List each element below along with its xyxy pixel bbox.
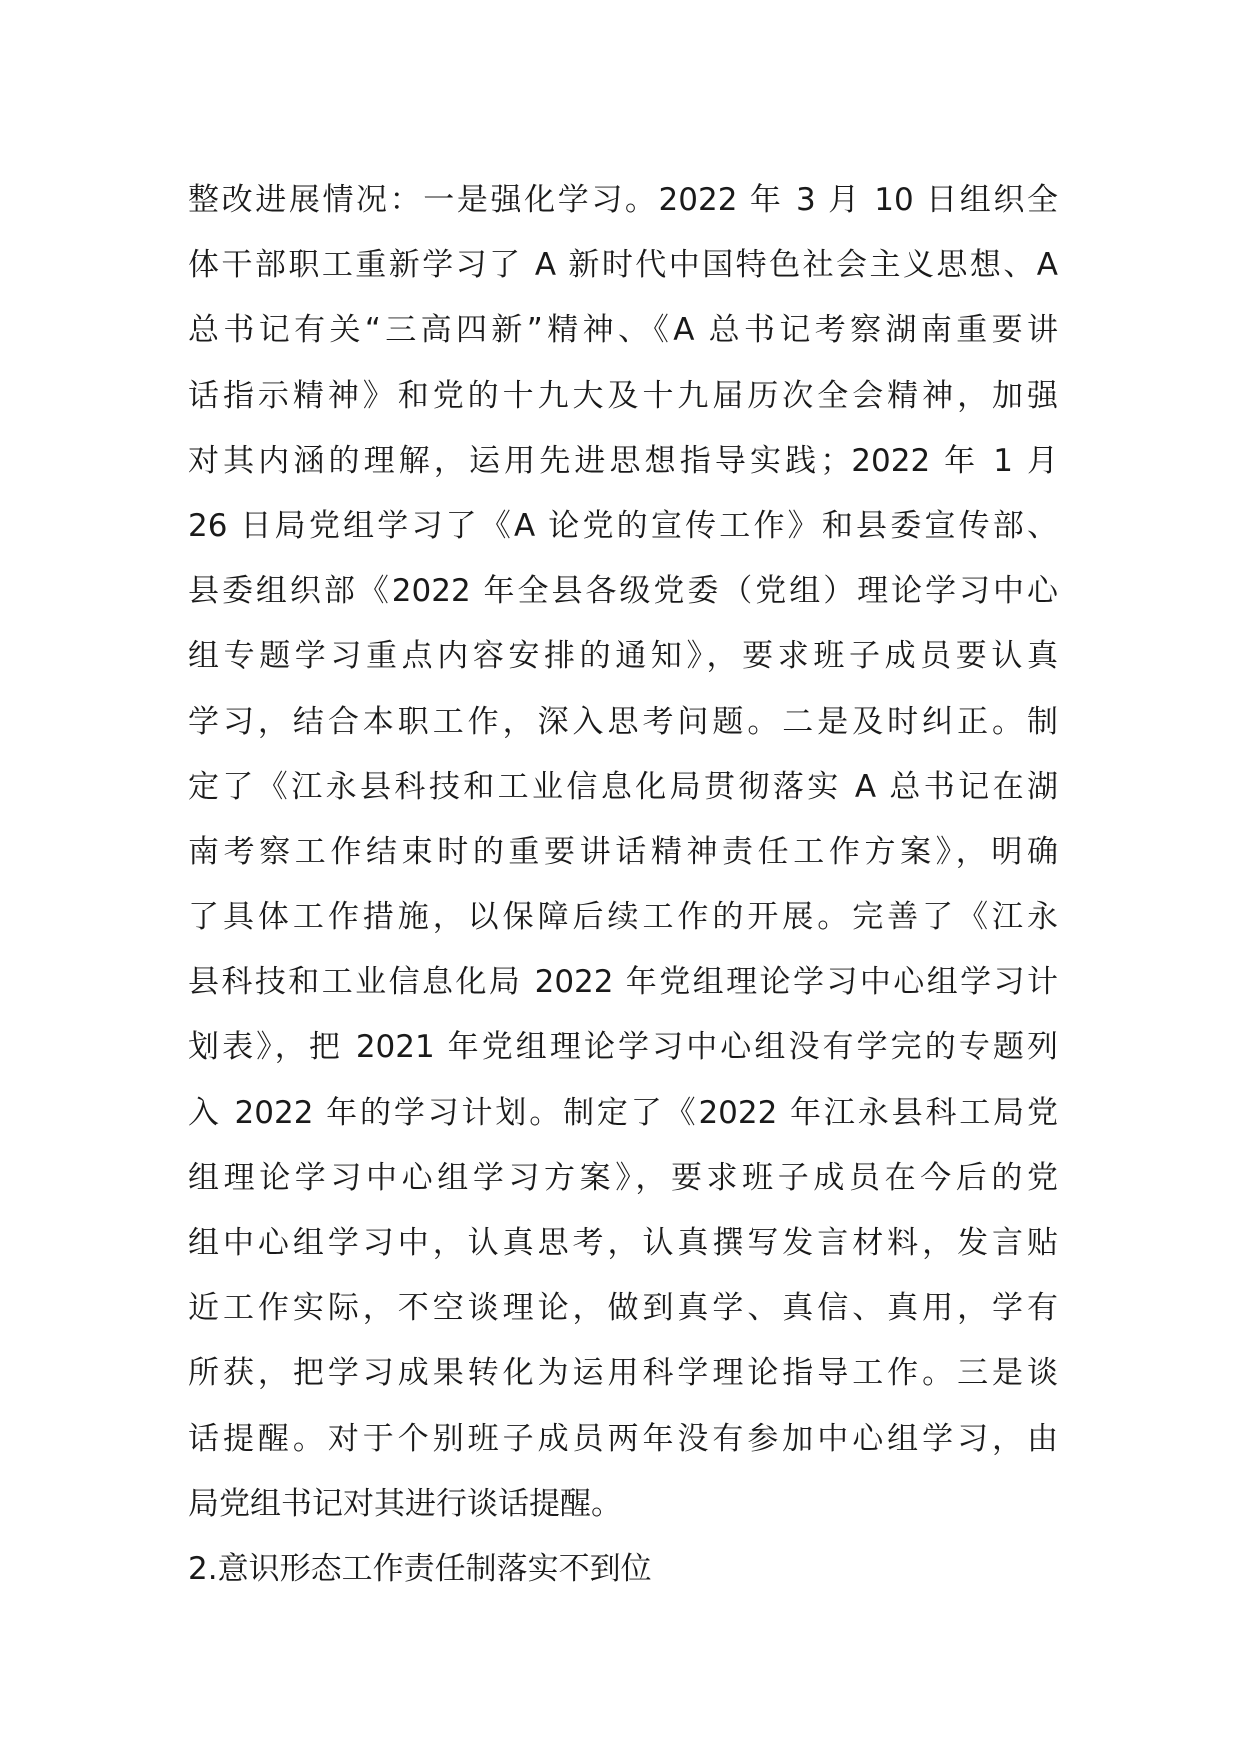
paragraph-line: 整改进展情况：一是强化学习。2022 年 3 月 10 日组织全 [188,182,1058,218]
paragraph-line: 了具体工作措施，以保障后续工作的开展。完善了《江永 [188,899,1058,936]
paragraph-line: 26 日局党组学习了《A 论党的宣传工作》和县委宣传部、 [188,507,1058,544]
paragraph-line: 县委组织部《2022 年全县各级党委（党组）理论学习中心 [188,573,1058,610]
paragraph-line: 组专题学习重点内容安排的通知》，要求班子成员要认真 [188,638,1058,675]
document-body [188,168,1058,1602]
paragraph-line: 划表》，把 2021 年党组理论学习中心组没有学完的专题列 [188,1029,1058,1066]
paragraph-line: 近工作实际，不空谈理论，做到真学、真信、真用，学有 [188,1290,1058,1327]
paragraph-line: 所获，把学习成果转化为运用科学理论指导工作。三是谈 [188,1355,1058,1392]
paragraph-line: 话提醒。对于个别班子成员两年没有参加中心组学习，由 [188,1420,1058,1457]
paragraph-line: 组理论学习中心组学习方案》，要求班子成员在今后的党 [188,1159,1058,1196]
paragraph-line: 学习，结合本职工作，深入思考问题。二是及时纠正。制 [188,703,1058,740]
paragraph-line: 定了《江永县科技和工业信息化局贯彻落实 A 总书记在湖 [188,768,1058,805]
paragraph-line: 对其内涵的理解，运用先进思想指导实践；2022 年 1 月 [188,442,1058,479]
paragraph-line-last: 局党组书记对其进行谈话提醒。 [188,1485,622,1522]
paragraph-line: 县科技和工业信息化局 2022 年党组理论学习中心组学习计 [188,964,1058,1001]
paragraph-line: 体干部职工重新学习了 A 新时代中国特色社会主义思想、A [188,247,1058,284]
section-heading: 2.意识形态工作责任制落实不到位 [188,1550,652,1587]
paragraph-line: 南考察工作结束时的重要讲话精神责任工作方案》，明确 [188,833,1058,870]
paragraph-line: 组中心组学习中，认真思考，认真撰写发言材料，发言贴 [188,1225,1058,1261]
paragraph-line: 总书记有关“三高四新”精神、《A 总书记考察湖南重要讲 [188,312,1058,349]
paragraph-line: 话指示精神》和党的十九大及十九届历次全会精神，加强 [188,377,1058,414]
paragraph-line: 入 2022 年的学习计划。制定了《2022 年江永县科工局党 [188,1094,1058,1131]
